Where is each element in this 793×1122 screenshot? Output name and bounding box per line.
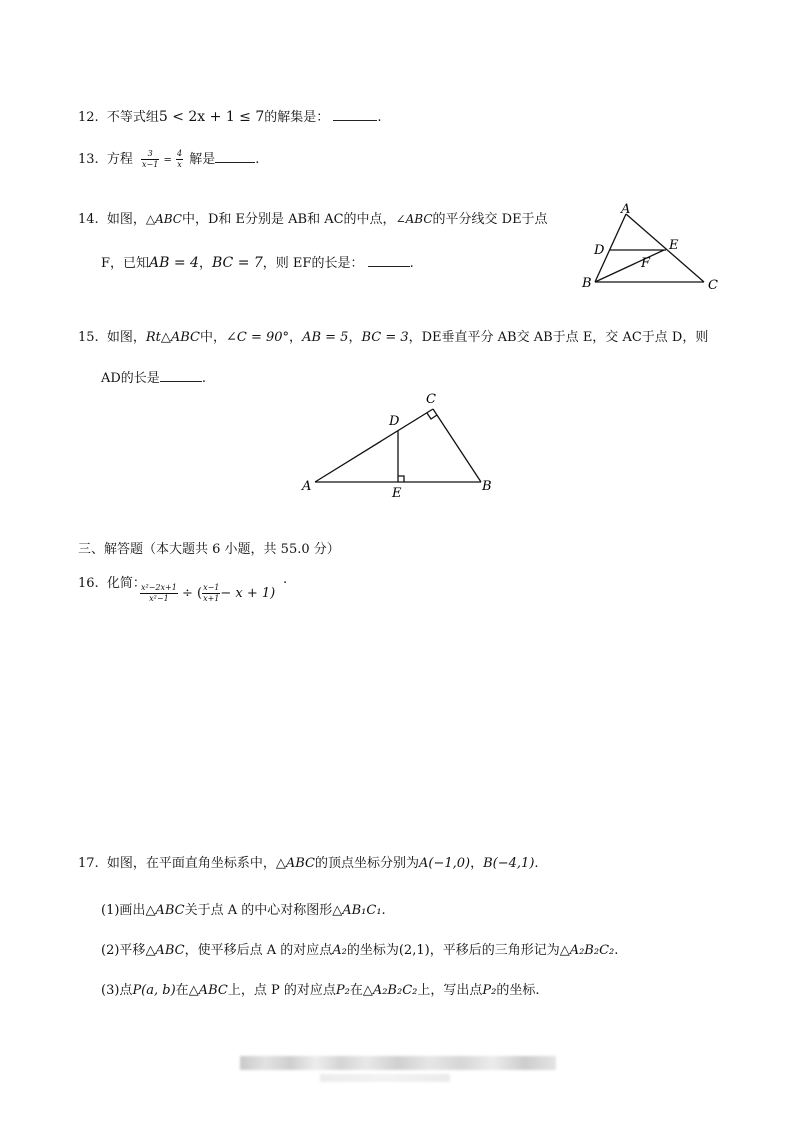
- period: .: [409, 256, 414, 271]
- question-text: F，已知: [101, 256, 150, 271]
- question-text: 的坐标为: [346, 943, 399, 958]
- segment-ac: [315, 409, 433, 482]
- label-e: E: [392, 486, 402, 500]
- question-12: [78, 106, 382, 125]
- label-b: B: [582, 276, 592, 291]
- label-a: A: [621, 202, 631, 217]
- period: .: [614, 943, 619, 958]
- question-text: 方程: [106, 152, 133, 167]
- label-e: E: [669, 238, 679, 253]
- math-expression: P(a, b): [132, 983, 176, 998]
- question-text: 解是: [189, 152, 216, 167]
- question-text: 点: [119, 983, 133, 998]
- numerator: 3: [141, 149, 159, 160]
- question-number: 15.: [78, 330, 99, 345]
- label-f: F: [641, 256, 651, 271]
- segment-ac: [626, 214, 704, 282]
- math-expression: Rt△ABC: [145, 330, 200, 345]
- question-text: AD的长是: [101, 371, 160, 386]
- question-text: 在: [349, 983, 363, 998]
- label-d: D: [389, 414, 400, 429]
- segment-cb: [433, 409, 481, 482]
- separator: ，: [348, 330, 362, 345]
- math-expression: BC = 3: [361, 330, 409, 345]
- blurred-footer-subline: [320, 1074, 450, 1082]
- equals-sign: =: [163, 155, 172, 166]
- answer-blank[interactable]: [215, 150, 255, 163]
- question-text: 画出: [119, 903, 146, 918]
- fraction: [202, 583, 220, 604]
- part-number: (1): [101, 903, 120, 918]
- fraction: [140, 583, 178, 604]
- math-expression: B(−4,1): [483, 856, 535, 871]
- part-number: (2): [101, 943, 120, 958]
- math-expression: △A₂B₂C₂: [362, 983, 418, 998]
- question-text: 中，D和 E分别是 AB和 AC的中点，: [181, 212, 396, 227]
- answer-blank[interactable]: [333, 108, 377, 121]
- math-expression: △ABC: [275, 856, 315, 871]
- label-b: B: [482, 479, 492, 494]
- math-expression: △ABC: [145, 943, 185, 958]
- right-angle-mark-e: [398, 476, 404, 482]
- question-17-part-3: [101, 979, 539, 998]
- math-expression: △ABC: [145, 903, 185, 918]
- answer-blank[interactable]: [368, 254, 410, 267]
- period: .: [377, 110, 382, 125]
- numerator: x²−2x+1: [141, 583, 177, 592]
- question-text: 不等式组: [106, 110, 159, 125]
- period: .: [534, 856, 539, 871]
- triangle-figure-15: [298, 388, 498, 500]
- math-expression: AB = 5: [302, 330, 349, 345]
- question-text: 的坐标.: [496, 983, 540, 998]
- question-14-line-1: [78, 208, 548, 227]
- period: .: [283, 572, 288, 587]
- question-number: 14.: [78, 212, 99, 227]
- blurred-footer: [240, 1056, 556, 1070]
- question-16-expression: [140, 583, 275, 604]
- fraction: [176, 149, 183, 170]
- math-expression: △ABC: [145, 212, 182, 226]
- math-expression: AB = 4: [149, 255, 199, 271]
- math-expression: BC = 7: [211, 255, 263, 271]
- triangle-figure-14: [578, 200, 728, 296]
- math-expression: △AB₁C₁: [332, 903, 382, 918]
- question-text: 如图，: [106, 212, 146, 227]
- question-text: 的顶点坐标分别为: [314, 856, 419, 871]
- numerator: x−1: [203, 583, 220, 592]
- question-number: 13.: [78, 152, 99, 167]
- question-17-part-2: [101, 939, 618, 958]
- fraction: [141, 149, 159, 170]
- denominator: x+1: [203, 594, 220, 603]
- question-text: 化简：: [106, 576, 146, 591]
- question-text: ，使平移后点 A 的对应点: [184, 943, 333, 958]
- label-c: C: [708, 278, 718, 293]
- question-text: ，平移后的三角形记为: [429, 943, 560, 958]
- math-expression: (2,1): [398, 943, 430, 958]
- question-text: 中，: [199, 330, 226, 345]
- label-d: D: [594, 243, 605, 258]
- denominator: x: [177, 160, 182, 169]
- bisector-bf: [595, 250, 664, 282]
- math-expression: − x + 1): [220, 586, 276, 601]
- question-15-line-2: [101, 367, 206, 386]
- label-a: A: [302, 479, 312, 494]
- math-expression: ∠ABC: [395, 212, 433, 226]
- question-text: 的平分线交 DE于点: [432, 212, 548, 227]
- math-expression: P₂: [335, 983, 350, 998]
- question-17-line-1: [78, 852, 539, 871]
- question-15-line-1: [78, 326, 708, 345]
- question-16: [78, 572, 146, 591]
- question-text: 如图，在平面直角坐标系中，: [106, 856, 276, 871]
- question-13: [78, 148, 259, 170]
- math-expression: ∠C = 90°: [226, 330, 290, 345]
- math-expression: A₂: [332, 943, 347, 958]
- math-expression: △A₂B₂C₂: [559, 943, 615, 958]
- question-text: ，DE垂直平分 AB交 AB于点 E，交 AC于点 D，则: [408, 330, 709, 345]
- question-text: 关于点 A 的中心对称图形: [184, 903, 333, 918]
- question-14-line-2: [101, 252, 414, 271]
- question-text: ，则 EF的长是：: [262, 256, 364, 271]
- denominator: x−1: [141, 160, 159, 169]
- question-text: 上，写出点: [417, 983, 483, 998]
- numerator: 4: [176, 149, 183, 158]
- separator: ，: [289, 330, 303, 345]
- part-number: (3): [101, 983, 120, 998]
- question-text: 如图，: [106, 330, 146, 345]
- division-operator: ÷ (: [181, 586, 203, 601]
- math-expression: P₂: [482, 983, 497, 998]
- question-text: 上，点 P 的对应点: [227, 983, 336, 998]
- separator: ，: [198, 256, 212, 271]
- denominator: x²−1: [149, 594, 169, 603]
- math-expression: A(−1,0): [419, 856, 471, 871]
- question-number: 16.: [78, 576, 99, 591]
- period: .: [381, 903, 386, 918]
- question-text: 在: [175, 983, 189, 998]
- question-number: 12.: [78, 110, 99, 125]
- math-expression: △ABC: [188, 983, 228, 998]
- question-17-part-1: [101, 899, 386, 918]
- period: .: [255, 152, 260, 167]
- answer-blank[interactable]: [160, 369, 202, 382]
- section-title: 三、解答题（本大题共 6 小题，共 55.0 分）: [78, 542, 340, 557]
- question-text: 的解集是：: [264, 110, 330, 125]
- period: .: [201, 371, 206, 386]
- label-c: C: [426, 392, 436, 407]
- question-text: 平移: [119, 943, 146, 958]
- math-expression: 5 < 2x + 1 ≤ 7: [158, 109, 265, 125]
- separator: ，: [470, 856, 484, 871]
- question-number: 17.: [78, 856, 99, 871]
